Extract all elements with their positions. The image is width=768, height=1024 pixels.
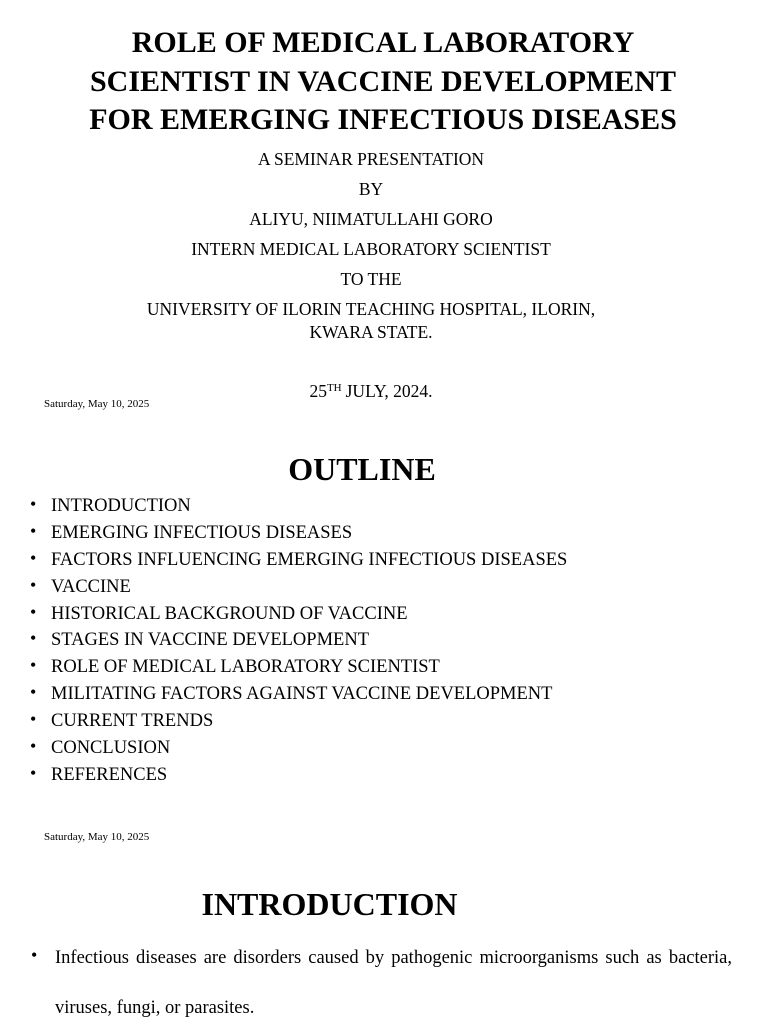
list-item-label: CURRENT TRENDS (51, 711, 214, 732)
list-item (0, 933, 768, 1024)
institution-line: KWARA STATE. (309, 322, 433, 342)
title-line: ROLE OF MEDICAL LABORATORY (131, 26, 635, 59)
author-role: INTERN MEDICAL LABORATORY SCIENTIST (191, 239, 551, 259)
list-item-label: VACCINE (51, 576, 131, 597)
list-item-label: MILITATING FACTORS AGAINST VACCINE DEVELOPMENT (51, 684, 553, 705)
institution-line: UNIVERSITY OF ILORIN TEACHING HOSPITAL, ILORIN, (146, 299, 596, 319)
list-item-label: STAGES IN VACCINE DEVELOPMENT (51, 630, 369, 651)
bullet-icon (31, 930, 37, 980)
list-item-label: FACTORS INFLUENCING EMERGING INFECTIOUS DISEASES (51, 549, 568, 570)
title-line: SCIENTIST IN VACCINE DEVELOPMENT (90, 64, 676, 98)
slide-footer-date: Saturday, May 10, 2025 (44, 398, 150, 410)
title-line: FOR EMERGING INFECTIOUS DISEASES (89, 103, 677, 136)
to-label: TO THE (340, 269, 402, 289)
introduction-paragraph: Infectious diseases are disorders caused by pathogenic microorganisms such as bacteria, viruses, fungi, or parasites. (55, 948, 732, 1018)
list-item-label: INTRODUCTION (51, 496, 191, 516)
list-item-label: EMERGING INFECTIOUS DISEASES (51, 522, 353, 543)
outline-heading: OUTLINE (288, 451, 436, 487)
date-day: 25 (309, 381, 327, 401)
introduction-heading: INTRODUCTION (201, 886, 458, 922)
list-item-label: ROLE OF MEDICAL LABORATORY SCIENTIST (51, 657, 440, 678)
by-label: BY (358, 179, 384, 199)
author-name: ALIYU, NIIMATULLAHI GORO (249, 209, 493, 229)
date-month-year: JULY, 2024. (345, 381, 433, 401)
list-item-label: CONCLUSION (51, 738, 171, 759)
slide-footer-date: Saturday, May 10, 2025 (44, 831, 150, 843)
date-suffix: TH (326, 382, 342, 394)
list-item-label: REFERENCES (51, 764, 168, 785)
list-item-label: HISTORICAL BACKGROUND OF VACCINE (51, 603, 408, 624)
presentation-subtitle: A SEMINAR PRESENTATION (257, 149, 485, 169)
